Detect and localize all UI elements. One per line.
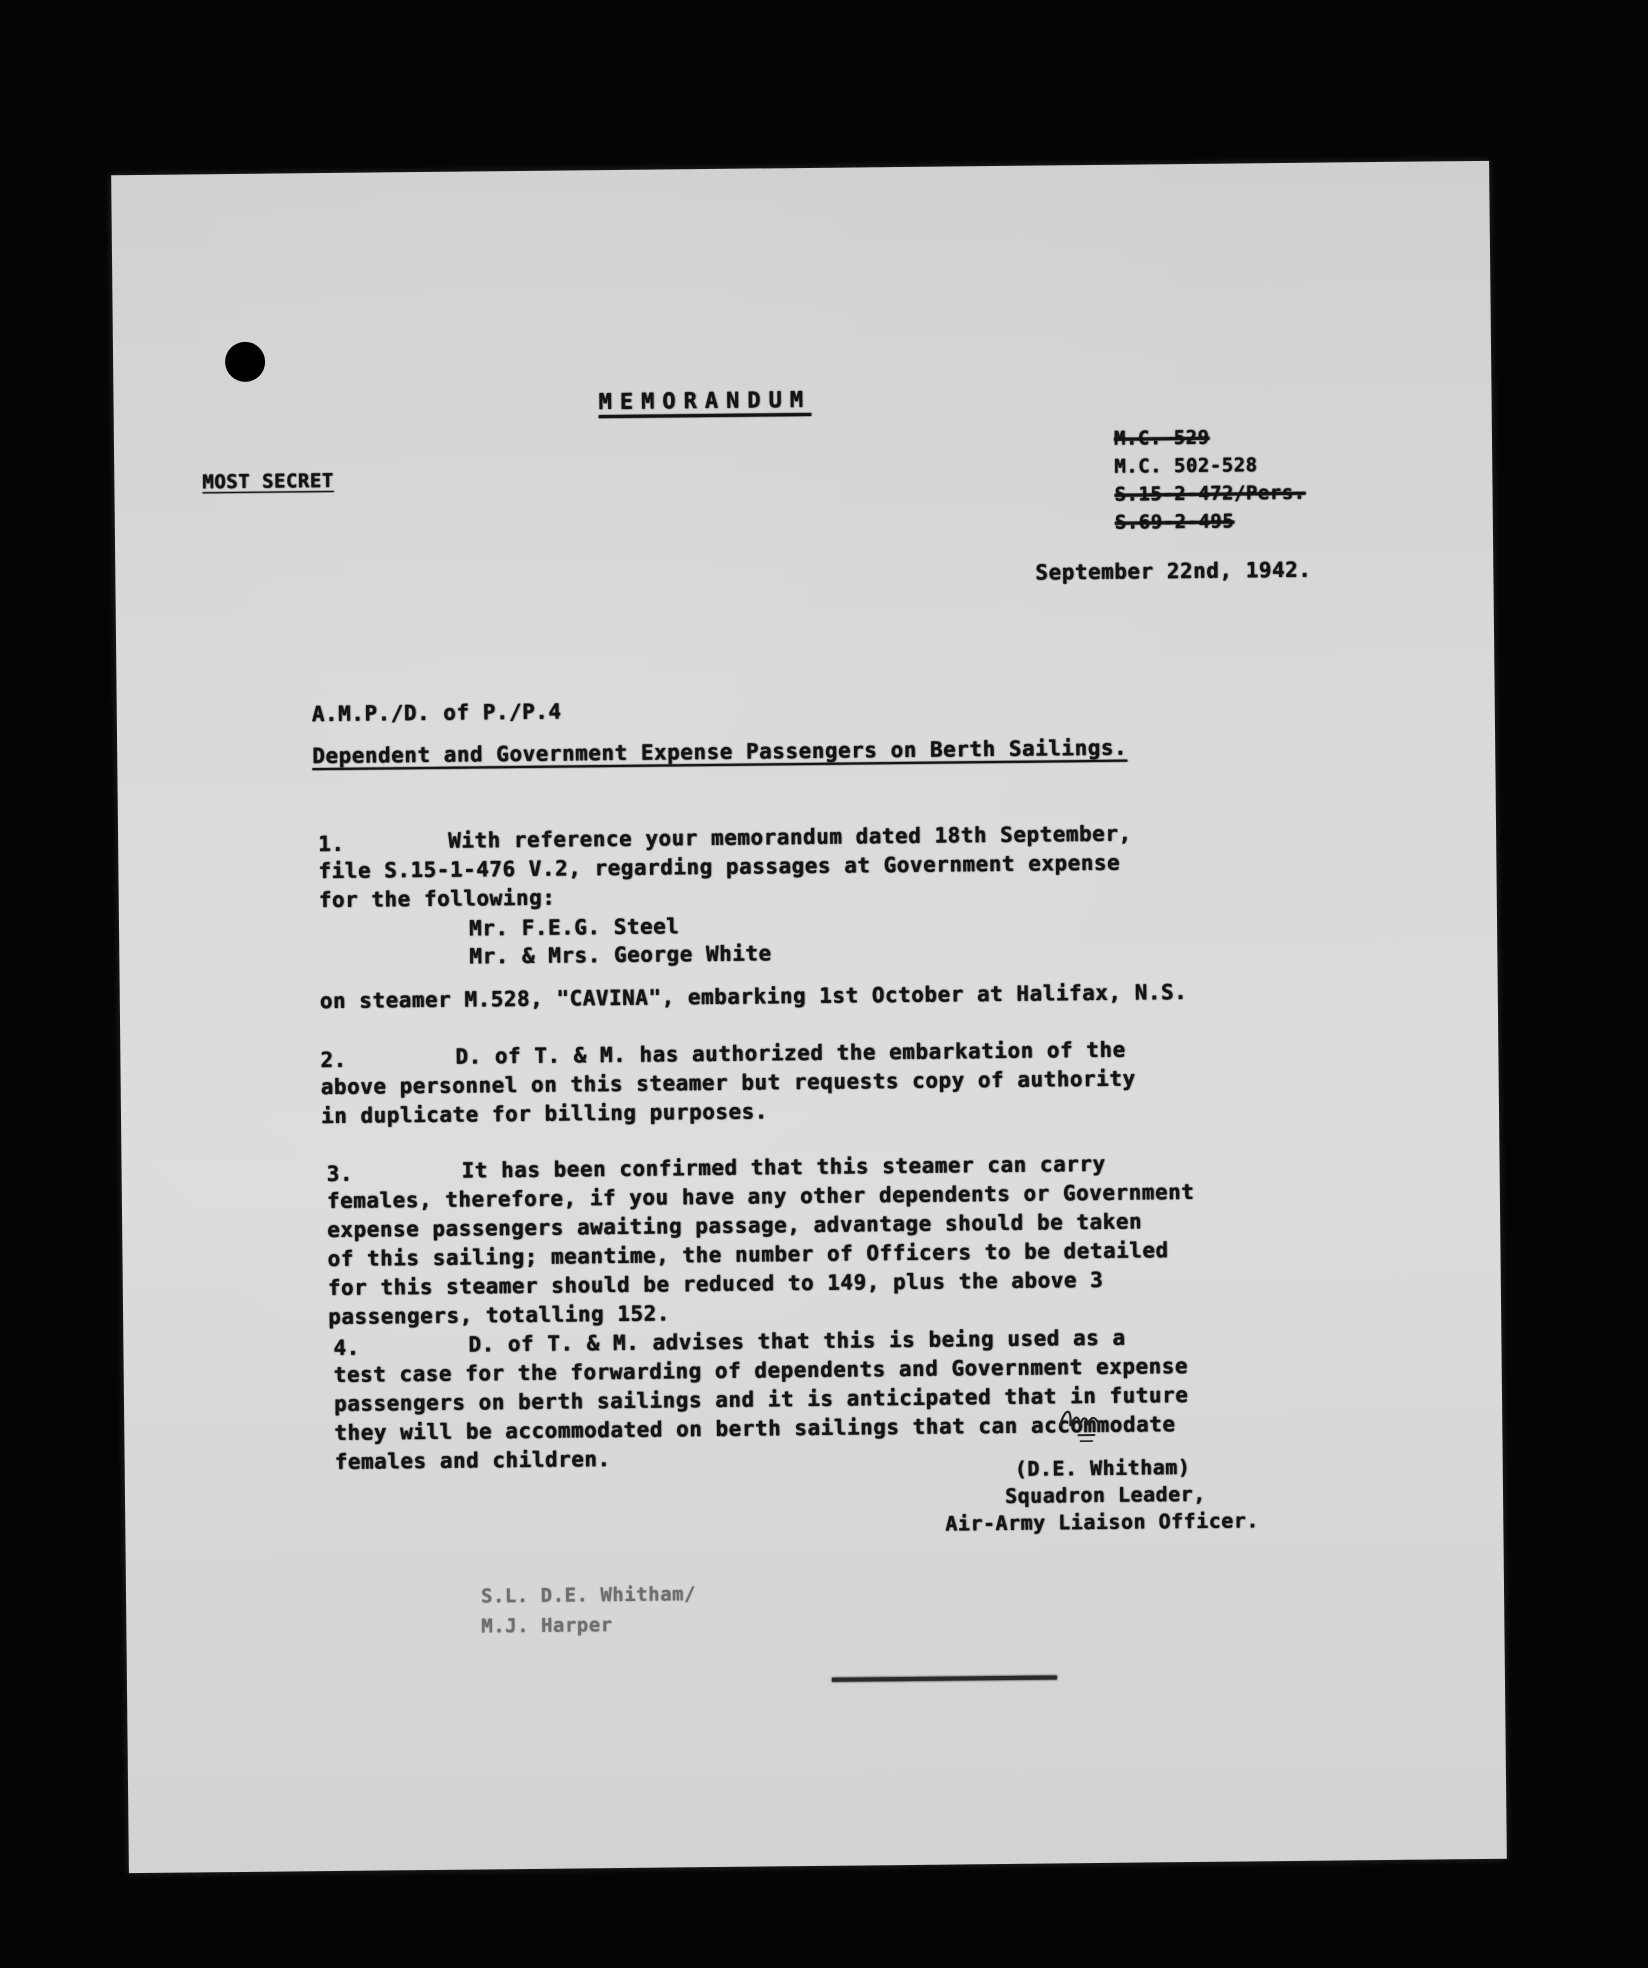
classification-marking: MOST SECRET [202,469,334,494]
paragraph-body: above personnel on this steamer but requests copy of authority in duplicate for billing purposes. [320,1066,1136,1129]
signature-block [945,1453,1259,1537]
bottom-rule [832,1675,1057,1681]
copy-to-line: M.J. Harper [481,1614,613,1638]
paragraph-lead: With reference your memorandum dated 18th September, [448,821,1132,853]
passenger-name: Mr. & Mrs. George White [469,941,772,969]
file-references [1114,423,1306,537]
signatory-position: Air-Army Liaison Officer. [945,1508,1259,1536]
paragraph-lead: It has been confirmed that this steamer can carry [461,1151,1106,1183]
copy-to-line: S.L. D.E. Whitham/ [480,1583,697,1608]
memorandum-document [111,161,1507,1873]
signatory-rank: Squadron Leader, [1004,1481,1206,1508]
file-reference-struck: S.15-2-472/Pers. [1114,481,1306,506]
paragraph-body: females, therefore, if you have any other dependents or Government expense passengers awaiting passage, advantage should be taken of this sailing; meantime, the number of Officers to be detailed for this steamer should be reduced to 149, plus the above 3 passengers, totalling 152. [326,1179,1195,1330]
subject-line: Dependent and Government Expense Passengers on Berth Sailings. [312,735,1128,769]
file-reference: M.C. 502-528 [1114,454,1258,478]
paragraph-number: 3. [326,1161,354,1187]
memo-date: September 22nd, 1942. [1035,557,1312,585]
file-reference-struck: M.C. 529 [1113,426,1210,450]
handwritten-initials [1054,1395,1125,1446]
addressee: A.M.P./D. of P./P.4 [311,699,562,727]
paragraph-lead: D. of T. & M. advises that this is being used as a [468,1325,1126,1357]
memo-title: MEMORANDUM [598,387,812,416]
memorandum-sheet [111,161,1507,1873]
paragraph-body: test case for the forwarding of dependents and Government expense passengers on berth sailings and it is anticipated that in future they will be accommodated on berth sailings that can accommodate females and children. [333,1354,1189,1474]
file-reference-struck: S.69-2-495 [1114,510,1235,534]
paragraph-body: file S.15-1-476 V.2, regarding passages at Government expense for the following: [318,850,1121,913]
paragraph-number: 2. [320,1047,347,1073]
paragraph-number: 4. [333,1335,360,1360]
signatory-name: (D.E. Whitham) [1014,1455,1191,1481]
passenger-name: Mr. F.E.G. Steel [468,914,680,941]
paragraph-number: 1. [318,831,345,857]
paragraph-lead: D. of T. & M. has authorized the embarkation of the [455,1037,1126,1069]
paragraph-tail: on steamer M.528, "CAVINA", embarking 1st October at Halifax, N.S. [319,980,1188,1014]
copy-to-block [481,1579,697,1641]
